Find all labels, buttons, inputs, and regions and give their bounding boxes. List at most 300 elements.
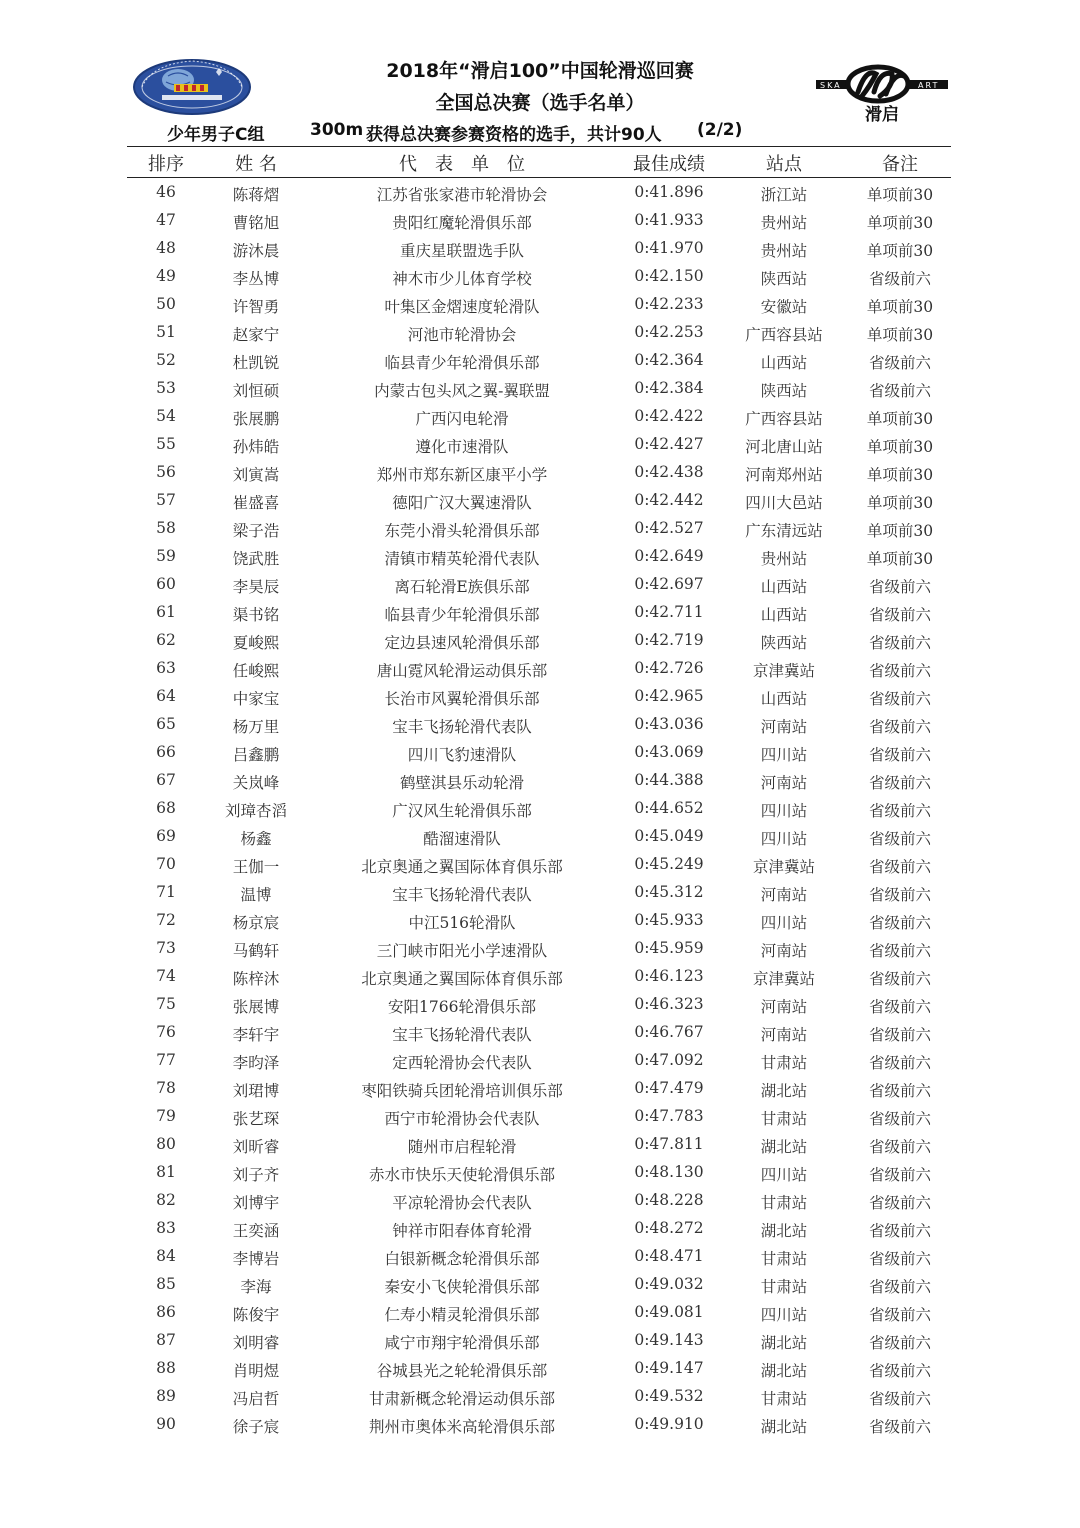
cell-station: 湖北站 (760, 1418, 808, 1436)
cell-remark: 省级前六 (868, 830, 932, 848)
cell-rank: 47 (156, 211, 176, 229)
cell-unit: 宝丰飞扬轮滑代表队 (392, 1026, 532, 1044)
cell-station: 四川站 (760, 830, 808, 848)
page-indicator: (2/2) (697, 120, 743, 140)
cell-unit: 遵化市速滑队 (415, 438, 509, 456)
cell-unit: 中江516轮滑队 (408, 914, 516, 932)
cell-rank: 76 (156, 1023, 176, 1041)
cell-station: 四川站 (760, 746, 808, 764)
cell-unit: 宝丰飞扬轮滑代表队 (392, 718, 532, 736)
cell-name: 崔盛喜 (232, 494, 280, 512)
cell-best-time: 0:45.933 (634, 911, 704, 929)
column-header-rank: 排序 (148, 154, 184, 175)
cell-unit: 叶集区金熠速度轮滑队 (384, 298, 540, 316)
cell-remark: 单项前30 (866, 242, 934, 260)
cell-unit: 清镇市精英轮滑代表队 (384, 550, 540, 568)
table-row (127, 654, 951, 682)
cell-rank: 63 (156, 659, 176, 677)
cell-rank: 61 (156, 603, 176, 621)
cell-best-time: 0:49.532 (634, 1387, 704, 1405)
cell-station: 甘肃站 (760, 1250, 808, 1268)
cell-unit: 内蒙古包头风之翼-翼联盟 (374, 382, 550, 400)
cell-name: 刘博宇 (232, 1194, 280, 1212)
cell-station: 广东清远站 (745, 522, 823, 540)
cell-remark: 省级前六 (868, 1082, 932, 1100)
cell-remark: 省级前六 (868, 1362, 932, 1380)
cell-station: 广西容县站 (745, 326, 823, 344)
cell-unit: 长治市风翼轮滑俱乐部 (384, 690, 540, 708)
cell-unit: 平凉轮滑协会代表队 (392, 1194, 532, 1212)
cell-station: 四川站 (760, 1166, 808, 1184)
cell-name: 杨京宸 (232, 914, 280, 932)
cell-unit: 贵阳红魔轮滑俱乐部 (392, 214, 532, 232)
table-row (127, 1298, 951, 1326)
cell-best-time: 0:48.471 (634, 1247, 704, 1265)
cell-rank: 53 (156, 379, 176, 397)
cell-unit: 神木市少儿体育学校 (392, 270, 532, 288)
column-header-unit: 代 表 单 位 (399, 154, 525, 175)
cell-name: 曹铭旭 (232, 214, 280, 232)
cell-remark: 单项前30 (866, 214, 934, 232)
cell-rank: 62 (156, 631, 176, 649)
table-row (127, 598, 951, 626)
cell-remark: 单项前30 (866, 494, 934, 512)
cell-rank: 55 (156, 435, 176, 453)
cell-best-time: 0:43.036 (634, 715, 704, 733)
distance-label: 300m (310, 120, 364, 140)
cell-best-time: 0:49.081 (634, 1303, 704, 1321)
table-row (127, 710, 951, 738)
cell-unit: 四川飞豹速滑队 (407, 746, 517, 764)
cell-unit: 广汉风生轮滑俱乐部 (392, 802, 532, 820)
cell-rank: 90 (156, 1415, 176, 1433)
cell-remark: 省级前六 (868, 886, 932, 904)
cell-rank: 67 (156, 771, 176, 789)
table-row (127, 234, 951, 262)
table-row (127, 1354, 951, 1382)
cell-name: 刘恒硕 (232, 382, 280, 400)
cell-remark: 省级前六 (868, 1418, 932, 1436)
cell-station: 湖北站 (760, 1334, 808, 1352)
table-row (127, 626, 951, 654)
cell-unit: 北京奥通之翼国际体育俱乐部 (361, 970, 563, 988)
cell-station: 京津冀站 (752, 858, 816, 876)
cell-remark: 省级前六 (868, 1026, 932, 1044)
table-row (127, 1158, 951, 1186)
cell-name: 孙炜皓 (232, 438, 280, 456)
cell-best-time: 0:42.965 (634, 687, 704, 705)
cell-unit: 重庆星联盟选手队 (399, 242, 525, 260)
cell-best-time: 0:41.970 (634, 239, 704, 257)
cell-station: 陕西站 (760, 270, 808, 288)
cell-best-time: 0:43.069 (634, 743, 704, 761)
table-row (127, 990, 951, 1018)
cell-remark: 单项前30 (866, 298, 934, 316)
cell-remark: 省级前六 (868, 1194, 932, 1212)
cell-unit: 离石轮滑E族俱乐部 (394, 578, 530, 596)
cell-rank: 65 (156, 715, 176, 733)
cell-best-time: 0:49.143 (634, 1331, 704, 1349)
cell-rank: 58 (156, 519, 176, 537)
cell-rank: 89 (156, 1387, 176, 1405)
cell-unit: 郑州市郑东新区康平小学 (376, 466, 548, 484)
table-row (127, 878, 951, 906)
cell-rank: 66 (156, 743, 176, 761)
cell-remark: 省级前六 (868, 382, 932, 400)
cell-name: 渠书铭 (232, 606, 280, 624)
brand-band-right: ART (918, 81, 940, 90)
cell-name: 王伽一 (232, 858, 280, 876)
brand-logo-text: 滑启 (865, 105, 899, 124)
table-row (127, 570, 951, 598)
table-row (127, 934, 951, 962)
table-row (127, 1410, 951, 1438)
cell-rank: 83 (156, 1219, 176, 1237)
cell-unit: 酷溜速滑队 (423, 830, 501, 848)
cell-name: 王奕涵 (232, 1222, 280, 1240)
cell-best-time: 0:41.896 (634, 183, 704, 201)
page-subtitle: 全国总决赛（选手名单） (435, 92, 645, 114)
table-row (127, 1326, 951, 1354)
cell-best-time: 0:49.147 (634, 1359, 704, 1377)
cell-rank: 57 (156, 491, 176, 509)
cell-name: 吕鑫鹏 (232, 746, 280, 764)
cell-rank: 77 (156, 1051, 176, 1069)
cell-name: 李海 (240, 1278, 272, 1296)
cell-name: 陈梓沐 (232, 970, 280, 988)
cell-remark: 省级前六 (868, 802, 932, 820)
table-row (127, 290, 951, 318)
cell-best-time: 0:48.130 (634, 1163, 704, 1181)
table-row (127, 1242, 951, 1270)
cell-rank: 78 (156, 1079, 176, 1097)
cell-remark: 单项前30 (866, 466, 934, 484)
cell-remark: 省级前六 (868, 1278, 932, 1296)
cell-remark: 省级前六 (868, 746, 932, 764)
results-table-body (127, 178, 951, 1438)
cell-best-time: 0:42.527 (634, 519, 704, 537)
table-row (127, 962, 951, 990)
table-row (127, 1270, 951, 1298)
table-row (127, 1102, 951, 1130)
cell-best-time: 0:46.323 (634, 995, 704, 1013)
cell-unit: 定西轮滑协会代表队 (392, 1054, 532, 1072)
cell-best-time: 0:42.150 (634, 267, 704, 285)
table-row (127, 794, 951, 822)
cell-name: 李丛博 (232, 270, 280, 288)
table-row (127, 178, 951, 206)
table-row (127, 822, 951, 850)
cell-remark: 省级前六 (868, 578, 932, 596)
column-header-remark: 备注 (882, 154, 918, 175)
cell-station: 湖北站 (760, 1222, 808, 1240)
cell-station: 贵州站 (760, 242, 808, 260)
group-info-line (0, 120, 1080, 144)
cell-rank: 72 (156, 911, 176, 929)
cell-best-time: 0:41.933 (634, 211, 704, 229)
cell-unit: 临县青少年轮滑俱乐部 (384, 606, 540, 624)
cell-unit: 咸宁市翔宇轮滑俱乐部 (384, 1334, 540, 1352)
cell-station: 浙江站 (760, 186, 808, 204)
cell-best-time: 0:47.783 (634, 1107, 704, 1125)
cell-remark: 省级前六 (868, 774, 932, 792)
cell-station: 四川站 (760, 802, 808, 820)
cell-station: 甘肃站 (760, 1194, 808, 1212)
cell-station: 甘肃站 (760, 1110, 808, 1128)
cell-station: 四川大邑站 (745, 494, 823, 512)
table-header (127, 150, 951, 176)
cell-station: 河南站 (760, 998, 808, 1016)
cell-rank: 69 (156, 827, 176, 845)
cell-unit: 随州市启程轮滑 (407, 1138, 517, 1156)
cell-rank: 86 (156, 1303, 176, 1321)
cell-unit: 临县青少年轮滑俱乐部 (384, 354, 540, 372)
cell-name: 杜凯锐 (232, 354, 280, 372)
cell-name: 夏峻熙 (232, 634, 280, 652)
cell-station: 湖北站 (760, 1362, 808, 1380)
cell-station: 安徽站 (760, 298, 808, 316)
cell-best-time: 0:47.811 (634, 1135, 704, 1153)
cell-rank: 68 (156, 799, 176, 817)
cell-remark: 省级前六 (868, 1110, 932, 1128)
cell-name: 冯启哲 (232, 1390, 280, 1408)
cell-name: 张展博 (232, 998, 280, 1016)
cell-station: 山西站 (760, 578, 808, 596)
cell-remark: 省级前六 (868, 690, 932, 708)
table-row (127, 1214, 951, 1242)
cell-remark: 省级前六 (868, 606, 932, 624)
cell-name: 李博岩 (232, 1250, 280, 1268)
table-row (127, 766, 951, 794)
table-row (127, 1130, 951, 1158)
cell-station: 河北唐山站 (745, 438, 823, 456)
cell-unit: 甘肃新概念轮滑运动俱乐部 (368, 1390, 556, 1408)
cell-best-time: 0:45.249 (634, 855, 704, 873)
cell-remark: 省级前六 (868, 354, 932, 372)
cell-rank: 60 (156, 575, 176, 593)
cell-unit: 枣阳铁骑兵团轮滑培训俱乐部 (361, 1082, 563, 1100)
cell-rank: 59 (156, 547, 176, 565)
table-row (127, 682, 951, 710)
page-title: 2018年“滑启100”中国轮滑巡回赛 (386, 60, 694, 82)
cell-rank: 46 (156, 183, 176, 201)
cell-best-time: 0:42.233 (634, 295, 704, 313)
table-row (127, 1018, 951, 1046)
cell-remark: 省级前六 (868, 998, 932, 1016)
cell-rank: 75 (156, 995, 176, 1013)
cell-station: 湖北站 (760, 1138, 808, 1156)
qualification-description: 获得总决赛参赛资格的选手，共计90人 (366, 125, 662, 145)
cell-rank: 79 (156, 1107, 176, 1125)
cell-rank: 73 (156, 939, 176, 957)
cell-station: 京津冀站 (752, 662, 816, 680)
cell-station: 甘肃站 (760, 1390, 808, 1408)
cell-remark: 省级前六 (868, 858, 932, 876)
cell-unit: 东莞小滑头轮滑俱乐部 (384, 522, 540, 540)
cell-name: 徐子宸 (232, 1418, 280, 1436)
cell-best-time: 0:42.719 (634, 631, 704, 649)
cell-name: 李昀泽 (232, 1054, 280, 1072)
cell-unit: 荆州市奥体米高轮滑俱乐部 (368, 1418, 556, 1436)
table-row (127, 374, 951, 402)
cell-remark: 单项前30 (866, 438, 934, 456)
cell-remark: 省级前六 (868, 1334, 932, 1352)
cell-station: 河南站 (760, 1026, 808, 1044)
cell-best-time: 0:42.442 (634, 491, 704, 509)
cell-rank: 80 (156, 1135, 176, 1153)
cell-remark: 单项前30 (866, 522, 934, 540)
cell-best-time: 0:42.697 (634, 575, 704, 593)
cell-best-time: 0:42.253 (634, 323, 704, 341)
cell-station: 河南站 (760, 718, 808, 736)
cell-name: 刘珺博 (232, 1082, 280, 1100)
cell-best-time: 0:42.711 (634, 603, 704, 621)
table-row (127, 1382, 951, 1410)
cell-station: 四川站 (760, 1306, 808, 1324)
table-row (127, 514, 951, 542)
cell-unit: 广西闪电轮滑 (415, 410, 509, 428)
table-row (127, 318, 951, 346)
cell-station: 河南郑州站 (745, 466, 823, 484)
table-row (127, 542, 951, 570)
cell-remark: 省级前六 (868, 914, 932, 932)
cell-best-time: 0:47.092 (634, 1051, 704, 1069)
cell-station: 甘肃站 (760, 1054, 808, 1072)
column-header-name: 姓 名 (235, 154, 277, 175)
table-row (127, 1186, 951, 1214)
table-row (127, 402, 951, 430)
cell-station: 河南站 (760, 942, 808, 960)
header-top-rule (127, 146, 951, 147)
cell-station: 湖北站 (760, 1082, 808, 1100)
cell-unit: 定边县速风轮滑俱乐部 (384, 634, 540, 652)
cell-name: 刘寅嵩 (232, 466, 280, 484)
cell-unit: 西宁市轮滑协会代表队 (384, 1110, 540, 1128)
cell-remark: 单项前30 (866, 326, 934, 344)
cell-name: 肖明煜 (232, 1362, 280, 1380)
cell-remark: 省级前六 (868, 970, 932, 988)
cell-name: 李轩宇 (232, 1026, 280, 1044)
cell-station: 京津冀站 (752, 970, 816, 988)
cell-best-time: 0:46.767 (634, 1023, 704, 1041)
cell-name: 刘昕睿 (232, 1138, 280, 1156)
cell-name: 刘子齐 (232, 1166, 280, 1184)
cell-unit: 德阳广汉大翼速滑队 (392, 494, 532, 512)
cell-rank: 49 (156, 267, 176, 285)
cell-remark: 省级前六 (868, 634, 932, 652)
cell-remark: 省级前六 (868, 1138, 932, 1156)
table-row (127, 486, 951, 514)
cell-rank: 85 (156, 1275, 176, 1293)
cell-rank: 88 (156, 1359, 176, 1377)
cell-best-time: 0:45.959 (634, 939, 704, 957)
cell-remark: 省级前六 (868, 1306, 932, 1324)
cell-name: 饶武胜 (232, 550, 280, 568)
cell-station: 山西站 (760, 606, 808, 624)
cell-rank: 50 (156, 295, 176, 313)
cell-remark: 单项前30 (866, 186, 934, 204)
cell-rank: 54 (156, 407, 176, 425)
cell-rank: 81 (156, 1163, 176, 1181)
table-row (127, 1074, 951, 1102)
cell-unit: 谷城县光之轮轮滑俱乐部 (376, 1362, 548, 1380)
cell-remark: 单项前30 (866, 550, 934, 568)
cell-name: 许智勇 (232, 298, 280, 316)
cell-best-time: 0:49.032 (634, 1275, 704, 1293)
cell-name: 赵家宁 (232, 326, 280, 344)
cell-best-time: 0:45.312 (634, 883, 704, 901)
cell-remark: 省级前六 (868, 942, 932, 960)
cell-name: 游沐晨 (232, 242, 280, 260)
cell-unit: 江苏省张家港市轮滑协会 (376, 186, 548, 204)
cell-station: 甘肃站 (760, 1278, 808, 1296)
cell-rank: 51 (156, 323, 176, 341)
cell-name: 刘明睿 (232, 1334, 280, 1352)
cell-name: 杨万里 (232, 718, 280, 736)
column-header-station: 站点 (766, 154, 802, 175)
cell-name: 关岚峰 (232, 774, 280, 792)
cell-rank: 84 (156, 1247, 176, 1265)
cell-best-time: 0:42.649 (634, 547, 704, 565)
cell-station: 陕西站 (760, 634, 808, 652)
cell-remark: 省级前六 (868, 270, 932, 288)
brand-band-left: SKA (820, 81, 842, 90)
cell-rank: 52 (156, 351, 176, 369)
cell-best-time: 0:42.422 (634, 407, 704, 425)
cell-best-time: 0:48.272 (634, 1219, 704, 1237)
cell-station: 广西容县站 (745, 410, 823, 428)
cell-name: 杨鑫 (240, 830, 272, 848)
cell-unit: 北京奥通之翼国际体育俱乐部 (361, 858, 563, 876)
cell-best-time: 0:47.479 (634, 1079, 704, 1097)
table-row (127, 206, 951, 234)
cell-best-time: 0:42.427 (634, 435, 704, 453)
cell-remark: 省级前六 (868, 1166, 932, 1184)
cell-best-time: 0:44.652 (634, 799, 704, 817)
cell-best-time: 0:46.123 (634, 967, 704, 985)
cell-rank: 64 (156, 687, 176, 705)
cell-unit: 安阳1766轮滑俱乐部 (388, 998, 536, 1016)
cell-remark: 省级前六 (868, 1250, 932, 1268)
cell-unit: 秦安小飞侠轮滑俱乐部 (384, 1278, 540, 1296)
cell-station: 贵州站 (760, 214, 808, 232)
cell-name: 张展鹏 (232, 410, 280, 428)
cell-rank: 71 (156, 883, 176, 901)
cell-name: 陈俊宇 (232, 1306, 280, 1324)
cell-unit: 鹤壁淇县乐动轮滑 (399, 774, 525, 792)
cell-station: 河南站 (760, 886, 808, 904)
cell-unit: 钟祥市阳春体育轮滑 (392, 1222, 532, 1240)
cell-best-time: 0:45.049 (634, 827, 704, 845)
cell-best-time: 0:42.364 (634, 351, 704, 369)
table-row (127, 906, 951, 934)
cell-remark: 省级前六 (868, 1054, 932, 1072)
cell-remark: 单项前30 (866, 410, 934, 428)
cell-rank: 48 (156, 239, 176, 257)
cell-remark: 省级前六 (868, 1222, 932, 1240)
cell-name: 张艺琛 (232, 1110, 280, 1128)
cell-unit: 三门峡市阳光小学速滑队 (376, 942, 548, 960)
table-row (127, 458, 951, 486)
cell-name: 任峻熙 (232, 662, 280, 680)
cell-unit: 唐山霓风轮滑运动俱乐部 (376, 662, 548, 680)
cell-station: 河南站 (760, 774, 808, 792)
group-label: 少年男子C组 (167, 125, 265, 145)
table-row (127, 850, 951, 878)
cell-name: 中家宝 (232, 690, 280, 708)
cell-name: 马鹤轩 (232, 942, 280, 960)
cell-rank: 70 (156, 855, 176, 873)
